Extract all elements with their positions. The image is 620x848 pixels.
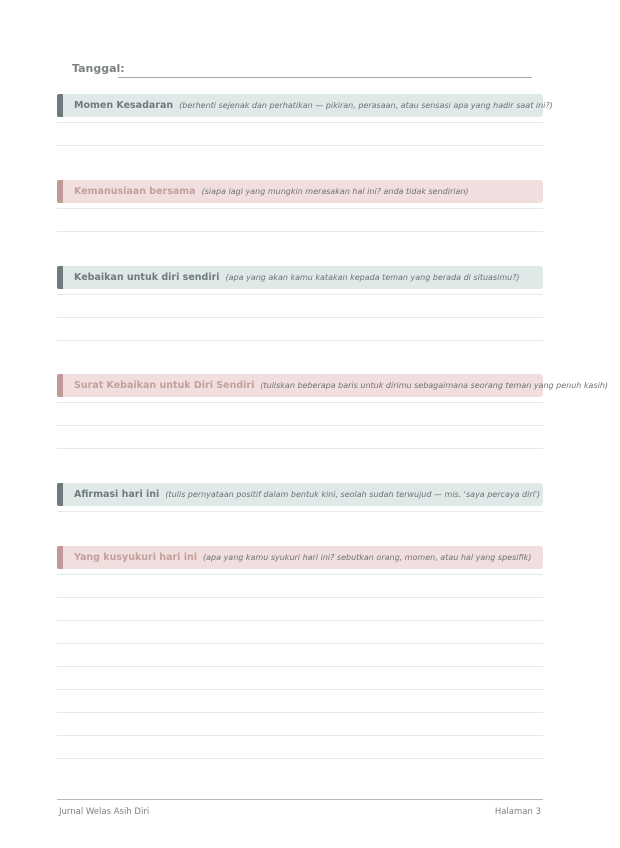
section-accent-bar xyxy=(57,374,63,397)
date-line[interactable] xyxy=(118,77,532,78)
section-header-momen-kesadaran xyxy=(57,94,553,117)
section-accent-bar xyxy=(57,180,63,203)
section-hint: (tulis pernyataan positif dalam bentuk kini, seolah sudah terwujud — mis. 'saya percaya diri') xyxy=(165,490,541,499)
writing-line[interactable] xyxy=(57,574,543,575)
writing-line[interactable] xyxy=(57,735,543,736)
writing-line[interactable] xyxy=(57,145,543,146)
section-title: Yang kusyukuri hari ini xyxy=(74,552,198,563)
writing-line[interactable] xyxy=(57,511,543,512)
section-header-kemanusiaan-bersama xyxy=(57,180,543,203)
writing-line[interactable] xyxy=(57,620,543,621)
section-title: Kemanusiaan bersama xyxy=(74,186,196,197)
writing-line[interactable] xyxy=(57,689,543,690)
writing-line[interactable] xyxy=(57,208,543,209)
section-header-syukur xyxy=(57,546,543,569)
writing-line[interactable] xyxy=(57,643,543,644)
writing-line[interactable] xyxy=(57,340,543,341)
section-title: Surat Kebaikan untuk Diri Sendiri xyxy=(74,380,255,391)
writing-line[interactable] xyxy=(57,317,543,318)
section-title: Afirmasi hari ini xyxy=(74,489,160,500)
writing-line[interactable] xyxy=(57,402,543,403)
footer-divider xyxy=(57,799,543,800)
writing-line[interactable] xyxy=(57,425,543,426)
writing-line[interactable] xyxy=(57,712,543,713)
section-title: Momen Kesadaran xyxy=(74,100,174,111)
writing-line[interactable] xyxy=(57,597,543,598)
section-header-afirmasi xyxy=(57,483,543,506)
writing-line[interactable] xyxy=(57,122,543,123)
writing-line[interactable] xyxy=(57,448,543,449)
section-hint: (apa yang kamu syukuri hari ini? sebutkan orang, momen, atau hal yang spesifik) xyxy=(203,553,532,562)
date-field[interactable] xyxy=(72,62,532,80)
section-header-surat-kebaikan xyxy=(57,374,609,397)
section-hint: (tuliskan beberapa baris untuk dirimu sebagaimana seorang teman yang penuh kasih) xyxy=(260,381,609,390)
section-accent-bar xyxy=(57,483,63,506)
section-title: Kebaikan untuk diri sendiri xyxy=(74,272,220,283)
writing-line[interactable] xyxy=(57,294,543,295)
footer-journal-title: Jurnal Welas Asih Diri xyxy=(59,807,150,817)
section-header-kebaikan-diri xyxy=(57,266,543,289)
writing-line[interactable] xyxy=(57,758,543,759)
footer-page-number: Halaman 3 xyxy=(494,807,541,817)
date-label: Tanggal: xyxy=(72,62,125,75)
section-accent-bar xyxy=(57,266,63,289)
writing-line[interactable] xyxy=(57,231,543,232)
section-accent-bar xyxy=(57,94,63,117)
section-accent-bar xyxy=(57,546,63,569)
writing-line[interactable] xyxy=(57,666,543,667)
section-hint: (siapa lagi yang mungkin merasakan hal ini? anda tidak sendirian) xyxy=(201,187,469,196)
section-hint: (berhenti sejenak dan perhatikan — pikiran, perasaan, atau sensasi apa yang hadir saat ini?) xyxy=(179,101,553,110)
section-hint: (apa yang akan kamu katakan kepada teman yang berada di situasimu?) xyxy=(225,273,520,282)
